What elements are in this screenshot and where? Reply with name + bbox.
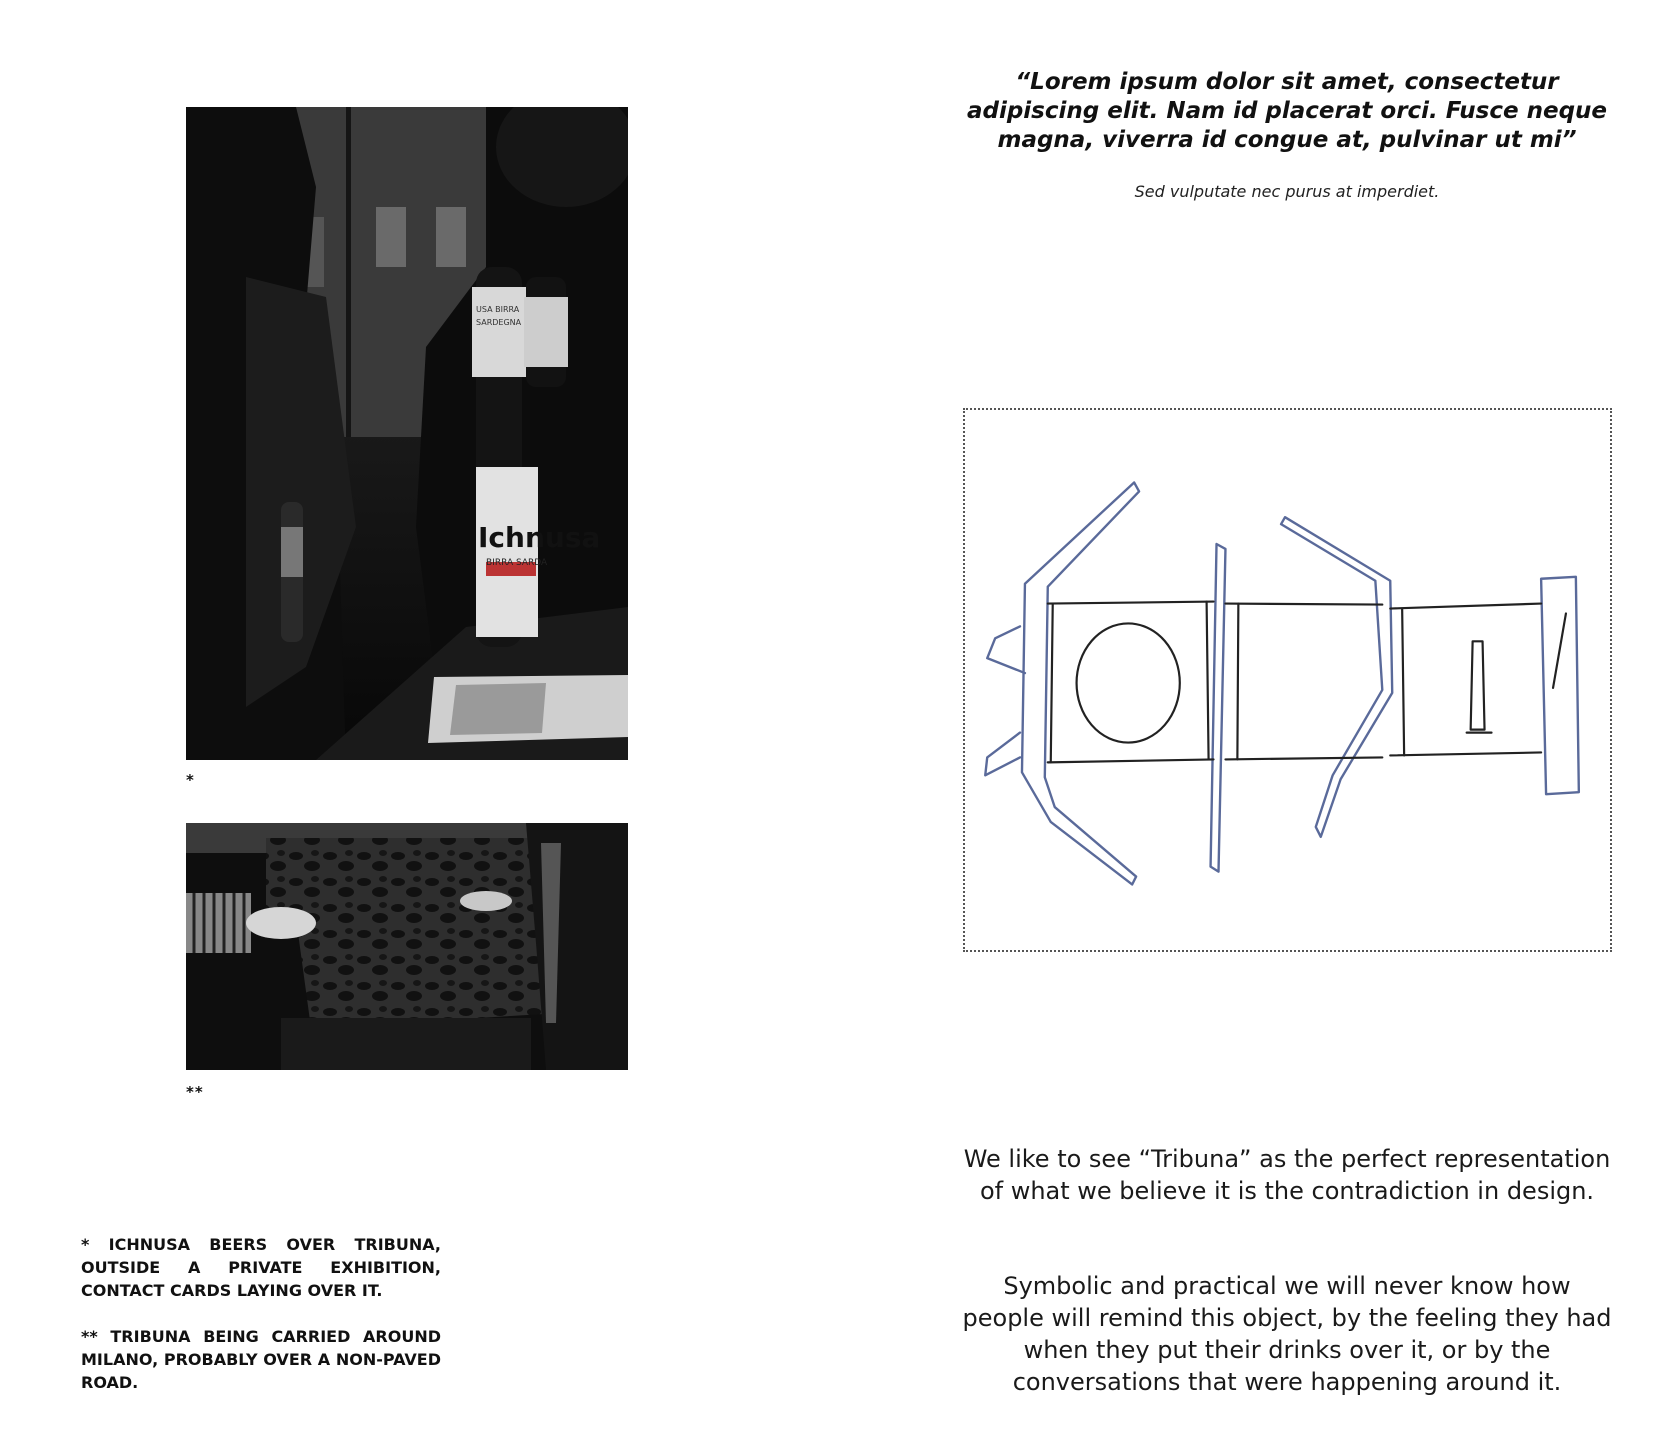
tribuna-sketch bbox=[963, 408, 1612, 952]
photo1-marker: * bbox=[186, 771, 195, 789]
photo-ichnusa-beers bbox=[186, 107, 628, 760]
pull-quote: “Lorem ipsum dolor sit amet, consectetur adipiscing elit. Nam id placerat orci. Fusce neque magna, viverra id congue at, pulvinar ut mi” bbox=[966, 69, 1608, 153]
body-paragraph-1: We like to see “Tribuna” as the perfect representation of what we believe it is the contradiction in design. bbox=[963, 1145, 1611, 1205]
bottle-sub-text: BIRRA SARDA bbox=[486, 558, 548, 568]
photo-ichnusa-beers-image bbox=[186, 107, 628, 760]
tribuna-sketch-drawing bbox=[965, 410, 1610, 950]
bottle-brand-text: Ichnusa bbox=[478, 521, 601, 554]
quote-attribution: Sed vulputate nec purus at imperdiet. bbox=[1134, 182, 1440, 201]
photo-tribuna-carried-image bbox=[186, 823, 628, 1070]
body-paragraph-2: Symbolic and practical we will never know how people will remind this object, by the feeling they had when they put their drinks over it, or by the conversations that were happening around it. bbox=[962, 1272, 1612, 1396]
bottle-neck-text-1: USA BIRRA bbox=[476, 305, 520, 314]
bottle-neck-text-2: SARDEGNA bbox=[476, 318, 522, 327]
photo-tribuna-carried bbox=[186, 823, 628, 1070]
caption-photo1: * ICHNUSA BEERS OVER TRIBUNA, OUTSIDE A PRIVATE EXHIBITION, CONTACT CARDS LAYING OVER IT. bbox=[81, 1235, 441, 1300]
caption-photo2: ** TRIBUNA BEING CARRIED AROUND MILANO, PROBABLY OVER A NON-PAVED ROAD. bbox=[81, 1327, 441, 1392]
photo2-marker: ** bbox=[186, 1083, 204, 1101]
